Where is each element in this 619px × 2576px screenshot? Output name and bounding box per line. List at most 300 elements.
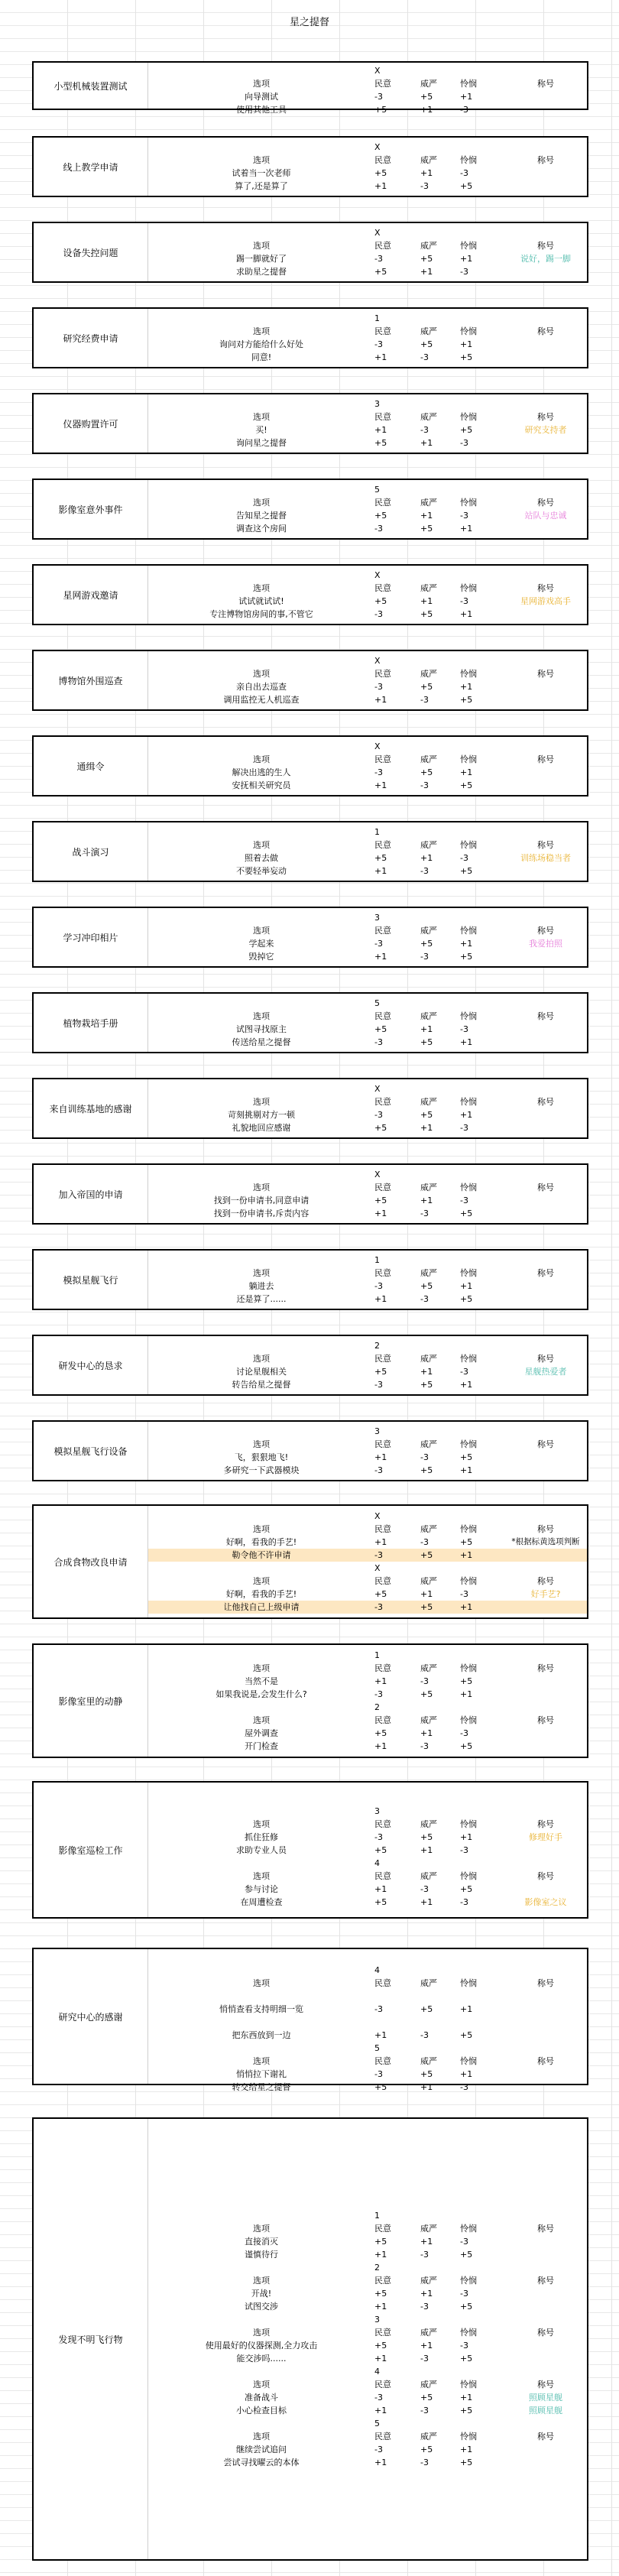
header-title: 称号: [537, 412, 554, 422]
event-name: 来自训练基地的感谢: [34, 1079, 148, 1137]
header-authority: 威严: [420, 1354, 437, 1364]
mercy-value: +1: [460, 1380, 473, 1390]
header-authority: 威严: [420, 1819, 437, 1829]
popularity-value: -3: [374, 254, 383, 264]
header-title: 称号: [537, 1354, 554, 1364]
option-row[interactable]: [148, 351, 587, 364]
popularity-value: -3: [374, 2004, 383, 2014]
round-marker: 3: [374, 1806, 380, 1816]
header-title: 称号: [537, 1663, 554, 1673]
option-row[interactable]: [148, 608, 587, 621]
popularity-value: +5: [374, 1845, 387, 1855]
mercy-value: +5: [460, 2406, 473, 2415]
marker-row: [148, 1562, 587, 1575]
round-marker: 5: [374, 2043, 380, 2053]
header-row: [148, 1870, 587, 1883]
option-row[interactable]: [148, 1121, 587, 1134]
header-mercy: 怜悯: [460, 2276, 477, 2286]
option-row[interactable]: [148, 766, 587, 779]
header-popularity: 民意: [374, 1663, 391, 1673]
mercy-value: -3: [460, 511, 468, 521]
event-name: 设备失控问题: [34, 223, 148, 281]
authority-value: +5: [420, 339, 433, 349]
header-mercy: 怜悯: [460, 669, 477, 679]
header-mercy: 怜悯: [460, 1439, 477, 1449]
option-row[interactable]: [148, 2003, 587, 2016]
option-row[interactable]: [148, 1536, 587, 1549]
popularity-value: +5: [374, 1897, 387, 1907]
popularity-value: +5: [374, 2237, 387, 2247]
header-popularity: 民意: [374, 1439, 391, 1449]
option-row[interactable]: [148, 1675, 587, 1688]
round-marker: 1: [374, 1255, 380, 1265]
marker-row: [148, 2313, 587, 2326]
authority-value: -3: [420, 1884, 429, 1894]
option-row[interactable]: [148, 1451, 587, 1464]
event-block: [32, 2117, 588, 2561]
header-option: 选项: [253, 2224, 270, 2234]
authority-value: -3: [420, 1209, 429, 1218]
authority-value: +1: [420, 438, 433, 448]
header-popularity: 民意: [374, 155, 391, 165]
header-authority: 威严: [420, 1097, 437, 1107]
mercy-value: +5: [460, 1884, 473, 1894]
mercy-value: +5: [460, 181, 473, 191]
round-marker: 1: [374, 313, 380, 323]
header-popularity: 民意: [374, 1978, 391, 1988]
header-popularity: 民意: [374, 840, 391, 850]
popularity-value: -3: [374, 1602, 383, 1612]
header-title: 称号: [537, 1576, 554, 1586]
option-row[interactable]: [148, 852, 587, 865]
header-mercy: 怜悯: [460, 1819, 477, 1829]
option-row[interactable]: [148, 423, 587, 436]
option-row[interactable]: [148, 1844, 587, 1857]
option-text: 调查这个房间: [236, 524, 287, 534]
option-row[interactable]: [148, 90, 587, 103]
header-row: [148, 753, 587, 766]
option-row[interactable]: [148, 2029, 587, 2042]
mercy-value: -3: [460, 1845, 468, 1855]
marker-row: [148, 1701, 587, 1714]
header-row: [148, 2326, 587, 2339]
option-row[interactable]: [148, 595, 587, 608]
mercy-value: +1: [460, 1832, 473, 1842]
header-option: 选项: [253, 1268, 270, 1278]
event-block: [32, 735, 588, 796]
popularity-value: +1: [374, 2302, 387, 2312]
marker-row: [148, 141, 587, 154]
popularity-value: -3: [374, 2393, 383, 2402]
round-marker: X: [374, 142, 381, 152]
header-mercy: 怜悯: [460, 1097, 477, 1107]
gap-row: [148, 2016, 587, 2029]
option-text: 同意!: [251, 352, 272, 362]
option-row[interactable]: [148, 2404, 587, 2417]
marker-row: [148, 2042, 587, 2055]
header-popularity: 民意: [374, 2380, 391, 2389]
mercy-value: -3: [460, 1367, 468, 1377]
mercy-value: -3: [460, 2082, 468, 2092]
header-title: 称号: [537, 326, 554, 336]
option-row[interactable]: [148, 1293, 587, 1306]
header-option: 选项: [253, 583, 270, 593]
option-text: 当然不是: [245, 1676, 278, 1686]
header-popularity: 民意: [374, 498, 391, 508]
event-block: [32, 650, 588, 711]
option-row[interactable]: [148, 522, 587, 535]
header-mercy: 怜悯: [460, 1524, 477, 1534]
header-title: 称号: [537, 840, 554, 850]
option-text: 参与讨论: [245, 1884, 278, 1894]
option-row[interactable]: [148, 436, 587, 449]
mercy-value: +1: [460, 1037, 473, 1047]
option-text: 使用其他工具: [236, 105, 287, 115]
header-popularity: 民意: [374, 1524, 391, 1534]
header-popularity: 民意: [374, 79, 391, 89]
mercy-value: +1: [460, 339, 473, 349]
header-mercy: 怜悯: [460, 1978, 477, 1988]
authority-value: +5: [420, 2069, 433, 2079]
header-option: 选项: [253, 1011, 270, 1021]
header-row: [148, 1714, 587, 1727]
popularity-value: -3: [374, 1465, 383, 1475]
title-reward: 影像室之议: [524, 1897, 567, 1907]
mercy-value: +5: [460, 2354, 473, 2363]
option-row[interactable]: [148, 950, 587, 963]
header-row: [148, 325, 587, 338]
option-row[interactable]: [148, 2081, 587, 2094]
option-text: 能交涉吗......: [236, 2354, 287, 2363]
option-row[interactable]: [148, 680, 587, 693]
option-row[interactable]: [148, 338, 587, 351]
popularity-value: +5: [374, 105, 387, 115]
popularity-value: +5: [374, 1728, 387, 1738]
option-row[interactable]: [148, 1588, 587, 1601]
marker-row: [148, 2209, 587, 2222]
round-marker: X: [374, 656, 381, 666]
option-row[interactable]: [148, 2235, 587, 2248]
mercy-value: +1: [460, 2004, 473, 2014]
header-row: [148, 1352, 587, 1365]
popularity-value: +1: [374, 1209, 387, 1218]
option-row[interactable]: [148, 937, 587, 950]
header-option: 选项: [253, 412, 270, 422]
authority-value: +1: [420, 596, 433, 606]
gap-row: [148, 1951, 587, 1964]
header-option: 选项: [253, 241, 270, 251]
option-text: 找到一份申请书,同意申请: [213, 1196, 310, 1205]
header-popularity: 民意: [374, 1576, 391, 1586]
option-row[interactable]: [148, 2068, 587, 2081]
option-row[interactable]: [148, 2300, 587, 2313]
popularity-value: +1: [374, 952, 387, 962]
header-option: 选项: [253, 498, 270, 508]
option-text: 找到一份申请书,斥责内容: [213, 1209, 310, 1218]
header-authority: 威严: [420, 926, 437, 936]
option-row[interactable]: [148, 2456, 587, 2469]
mercy-value: -3: [460, 2237, 468, 2247]
marker-row: [148, 740, 587, 753]
option-text: 转交给星之提督: [232, 2082, 291, 2092]
option-row[interactable]: [148, 1280, 587, 1293]
option-row[interactable]: [148, 1378, 587, 1391]
header-option: 选项: [253, 1183, 270, 1192]
authority-value: +1: [420, 168, 433, 178]
header-authority: 威严: [420, 2276, 437, 2286]
option-row[interactable]: [148, 1727, 587, 1740]
authority-value: +1: [420, 1589, 433, 1599]
popularity-value: +1: [374, 1676, 387, 1686]
header-row: [148, 1010, 587, 1023]
header-option: 选项: [253, 1439, 270, 1449]
header-option: 选项: [253, 840, 270, 850]
option-text: 礼貌地回应感谢: [232, 1123, 291, 1133]
option-row[interactable]: [148, 2443, 587, 2456]
header-row: [148, 154, 587, 167]
option-row[interactable]: [148, 1207, 587, 1220]
title-reward: 星网游戏高手: [520, 596, 571, 606]
option-text: 如果我说是,会发生什么?: [216, 1689, 307, 1699]
option-row[interactable]: [148, 2352, 587, 2365]
option-text: 买!: [255, 425, 267, 435]
marker-row: [148, 312, 587, 325]
header-row: [148, 496, 587, 509]
popularity-value: +1: [374, 1741, 387, 1751]
event-block: [32, 907, 588, 968]
option-text: 苛刻挑剔对方一顿: [228, 1110, 295, 1120]
header-authority: 威严: [420, 669, 437, 679]
marker-row: [148, 654, 587, 667]
marker-row: [148, 826, 587, 839]
option-row[interactable]: [148, 1883, 587, 1896]
header-row: [148, 667, 587, 680]
title-reward: 训练场稳当者: [520, 853, 571, 863]
event-name: 仪器购置许可: [34, 394, 148, 453]
authority-value: +1: [420, 267, 433, 277]
header-option: 选项: [253, 926, 270, 936]
header-popularity: 民意: [374, 326, 391, 336]
popularity-value: -3: [374, 524, 383, 534]
header-popularity: 民意: [374, 1354, 391, 1364]
header-option: 选项: [253, 754, 270, 764]
option-row[interactable]: [148, 865, 587, 878]
header-title: 称号: [537, 241, 554, 251]
mercy-value: +5: [460, 2458, 473, 2467]
event-name: 战斗演习: [34, 822, 148, 881]
authority-value: -3: [420, 1452, 429, 1462]
mercy-value: +1: [460, 1602, 473, 1612]
header-option: 选项: [253, 155, 270, 165]
authority-value: -3: [420, 1676, 429, 1686]
option-row[interactable]: [148, 1688, 587, 1701]
authority-value: -3: [420, 2302, 429, 2312]
round-marker: X: [374, 1170, 381, 1179]
header-authority: 威严: [420, 1183, 437, 1192]
round-marker: 5: [374, 998, 380, 1008]
mercy-value: +5: [460, 1452, 473, 1462]
event-name: 发现不明飞行物: [34, 2119, 148, 2559]
event-name: 植物栽培手册: [34, 994, 148, 1052]
header-row: [148, 2430, 587, 2443]
authority-value: +5: [420, 92, 433, 102]
authority-value: -3: [420, 425, 429, 435]
header-row: [148, 839, 587, 852]
mercy-value: +1: [460, 92, 473, 102]
option-row[interactable]: [148, 2248, 587, 2261]
mercy-value: +1: [460, 939, 473, 949]
option-text: 准备战斗: [245, 2393, 278, 2402]
mercy-value: -3: [460, 2289, 468, 2299]
marker-row: [148, 2417, 587, 2430]
round-marker: 1: [374, 827, 380, 837]
header-title: 称号: [537, 79, 554, 89]
option-text: 向导测试: [245, 92, 278, 102]
header-authority: 威严: [420, 241, 437, 251]
option-text: 试图交涉: [245, 2302, 278, 2312]
popularity-value: -3: [374, 2445, 383, 2454]
header-authority: 威严: [420, 1576, 437, 1586]
header-option: 选项: [253, 1715, 270, 1725]
event-block: [32, 61, 588, 115]
header-title: 称号: [537, 2380, 554, 2389]
header-authority: 威严: [420, 1715, 437, 1725]
option-row[interactable]: [148, 779, 587, 792]
round-marker: 3: [374, 399, 380, 409]
option-row[interactable]: [148, 509, 587, 522]
header-option: 选项: [253, 2276, 270, 2286]
option-row[interactable]: [148, 1740, 587, 1753]
mercy-value: +5: [460, 1537, 473, 1547]
header-option: 选项: [253, 2380, 270, 2389]
option-text: 直接消灭: [245, 2237, 278, 2247]
authority-value: +5: [420, 1281, 433, 1291]
header-mercy: 怜悯: [460, 926, 477, 936]
option-row[interactable]: [148, 2287, 587, 2300]
option-row[interactable]: [148, 1601, 587, 1614]
header-authority: 威严: [420, 754, 437, 764]
header-row: [148, 1818, 587, 1831]
mercy-value: +1: [460, 2445, 473, 2454]
header-option: 选项: [253, 2056, 270, 2066]
round-marker: 1: [374, 1650, 380, 1660]
header-option: 选项: [253, 1524, 270, 1534]
mercy-value: -3: [460, 267, 468, 277]
option-row[interactable]: [148, 1194, 587, 1207]
option-row[interactable]: [148, 265, 587, 278]
authority-value: +1: [420, 2237, 433, 2247]
option-text: 悄悄拉下谢礼: [236, 2069, 287, 2079]
option-row[interactable]: [148, 1108, 587, 1121]
gap-row: [148, 1792, 587, 1805]
option-row[interactable]: [148, 103, 587, 116]
header-popularity: 民意: [374, 1715, 391, 1725]
header-authority: 威严: [420, 155, 437, 165]
popularity-value: -3: [374, 1110, 383, 1120]
authority-value: -3: [420, 1537, 429, 1547]
authority-value: +5: [420, 1037, 433, 1047]
option-text: 试着当一次老师: [232, 168, 291, 178]
option-text: 算了,还是算了: [235, 181, 288, 191]
event-block: [32, 1078, 588, 1139]
authority-value: +5: [420, 1832, 433, 1842]
authority-value: +1: [420, 2289, 433, 2299]
option-row[interactable]: [148, 1831, 587, 1844]
mercy-value: -3: [460, 1024, 468, 1034]
option-text: 学起来: [248, 939, 274, 949]
option-text: 告知星之提督: [236, 511, 287, 521]
authority-value: -3: [420, 1294, 429, 1304]
title-reward: 照顾星舰: [529, 2393, 562, 2402]
authority-value: +5: [420, 1465, 433, 1475]
popularity-value: -3: [374, 1550, 383, 1560]
marker-row: [148, 1082, 587, 1095]
event-block: [32, 1781, 588, 1919]
popularity-value: +5: [374, 596, 387, 606]
option-text: 好啊，看我的手艺!: [225, 1537, 297, 1547]
header-authority: 威严: [420, 1978, 437, 1988]
event-name: 研究经费申请: [34, 309, 148, 367]
popularity-value: -3: [374, 682, 383, 692]
event-block: [32, 393, 588, 454]
option-row[interactable]: [148, 1036, 587, 1049]
title-reward: 好手艺?: [530, 1589, 561, 1599]
header-title: 称号: [537, 2276, 554, 2286]
option-text: 专注博物馆房间的事,不管它: [209, 609, 313, 619]
header-option: 选项: [253, 2328, 270, 2338]
authority-value: +5: [420, 1550, 433, 1560]
authority-value: +1: [420, 105, 433, 115]
mercy-value: -3: [460, 438, 468, 448]
event-block: [32, 1948, 588, 2092]
option-row[interactable]: [148, 1549, 587, 1562]
option-text: 试试就试试!: [238, 596, 284, 606]
option-row[interactable]: [148, 180, 587, 193]
header-popularity: 民意: [374, 2432, 391, 2441]
mercy-value: -3: [460, 853, 468, 863]
popularity-value: +5: [374, 438, 387, 448]
option-row[interactable]: [148, 1896, 587, 1909]
option-row[interactable]: [148, 1365, 587, 1378]
option-row[interactable]: [148, 167, 587, 180]
header-popularity: 民意: [374, 1871, 391, 1881]
authority-value: +5: [420, 609, 433, 619]
mercy-value: +1: [460, 609, 473, 619]
option-text: 在周遭检查: [240, 1897, 283, 1907]
popularity-value: -3: [374, 609, 383, 619]
option-text: 勒令他不许申请: [232, 1550, 291, 1560]
mercy-value: +1: [460, 254, 473, 264]
option-row[interactable]: [148, 1464, 587, 1477]
option-row[interactable]: [148, 693, 587, 706]
option-text: 求助星之提督: [236, 267, 287, 277]
option-row[interactable]: [148, 2391, 587, 2404]
option-row[interactable]: [148, 2339, 587, 2352]
option-row[interactable]: [148, 252, 587, 265]
authority-value: -3: [420, 1741, 429, 1751]
header-authority: 威严: [420, 1268, 437, 1278]
header-mercy: 怜悯: [460, 1715, 477, 1725]
header-mercy: 怜悯: [460, 155, 477, 165]
header-title: 称号: [537, 1439, 554, 1449]
option-text: 询问星之提督: [236, 438, 287, 448]
header-title: 称号: [537, 1097, 554, 1107]
title-reward: *根据标黄选项判断: [511, 1537, 580, 1546]
popularity-value: -3: [374, 339, 383, 349]
authority-value: +1: [420, 1123, 433, 1133]
marker-row: [148, 64, 587, 77]
option-row[interactable]: [148, 1023, 587, 1036]
